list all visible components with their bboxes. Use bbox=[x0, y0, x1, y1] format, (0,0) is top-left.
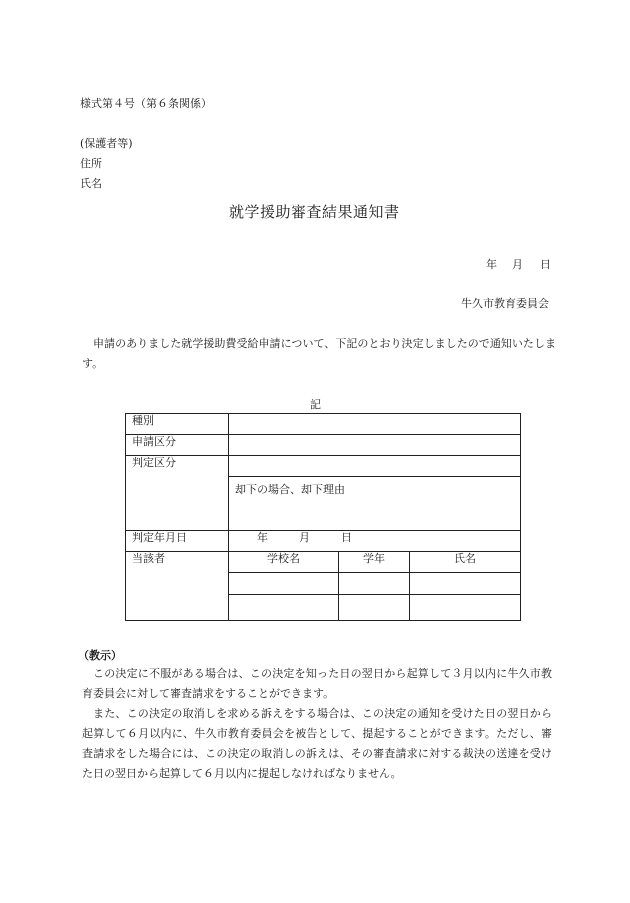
row-subject-header bbox=[126, 552, 521, 573]
grade-cell bbox=[339, 595, 410, 621]
decision-date-day: 日 bbox=[341, 531, 352, 544]
issuer: 牛久市教育委員会 bbox=[461, 297, 549, 310]
notice-heading: （教示） bbox=[78, 649, 122, 662]
decision-category-label: 判定区分 bbox=[126, 456, 229, 531]
result-table bbox=[125, 413, 521, 621]
application-category-value bbox=[229, 435, 521, 456]
row-decision-date bbox=[126, 531, 521, 552]
recipient-guardian: (保護者等) bbox=[80, 137, 133, 150]
body-text-line: 申請のありました就学援助費受給申請について、下記のとおり決定しましたので通知いたします。 bbox=[82, 337, 556, 370]
rejection-reason-cell bbox=[229, 477, 521, 531]
notice-paragraph-1: この決定に不服がある場合は、この決定を知った日の翌日から起算して３月以内に牛久市教育委員会に対して審査請求をすることができます。 bbox=[82, 667, 552, 700]
date-month: 月 bbox=[512, 258, 523, 271]
application-category-label: 申請区分 bbox=[126, 435, 229, 456]
decision-date-label: 判定年月日 bbox=[126, 531, 229, 552]
decision-category-value bbox=[229, 456, 521, 477]
recipient-address: 住所 bbox=[80, 157, 102, 170]
notice-body bbox=[82, 664, 552, 784]
form-number: 様式第４号（第６条関係） bbox=[80, 97, 212, 110]
row-decision-category bbox=[126, 456, 521, 477]
decision-date-value bbox=[229, 531, 521, 552]
grade-cell bbox=[339, 573, 410, 595]
ki-marker: 記 bbox=[310, 398, 321, 411]
name-cell bbox=[410, 573, 521, 595]
school-cell bbox=[229, 595, 339, 621]
date-year: 年 bbox=[486, 258, 497, 271]
type-label: 種別 bbox=[126, 414, 229, 435]
decision-date-year: 年 bbox=[257, 531, 268, 544]
date-day: 日 bbox=[540, 258, 551, 271]
body-text bbox=[82, 334, 556, 374]
name-cell bbox=[410, 595, 521, 621]
school-cell bbox=[229, 573, 339, 595]
type-value bbox=[229, 414, 521, 435]
decision-date-month: 月 bbox=[299, 531, 310, 544]
column-name: 氏名 bbox=[410, 552, 521, 573]
rejection-label: 却下の場合、却下理由 bbox=[235, 483, 345, 496]
recipient-name: 氏名 bbox=[80, 177, 102, 190]
document-title: 就学援助審査結果通知書 bbox=[229, 203, 400, 221]
row-application-category bbox=[126, 435, 521, 456]
column-grade: 学年 bbox=[339, 552, 410, 573]
subject-label: 当該者 bbox=[126, 552, 229, 621]
column-school: 学校名 bbox=[229, 552, 339, 573]
notice-paragraph-2: また、この決定の取消しを求める訴えをする場合は、この決定の通知を受けた日の翌日から起算して６月以内に、牛久市教育委員会を被告として、提起することができます。ただし、審査請求をした場合には、この決定の取消しの訴えは、その審査請求に対する裁決の送達を受けた日の翌日から起算して６月以内に提起しなければなりません。 bbox=[82, 707, 552, 780]
row-type bbox=[126, 414, 521, 435]
